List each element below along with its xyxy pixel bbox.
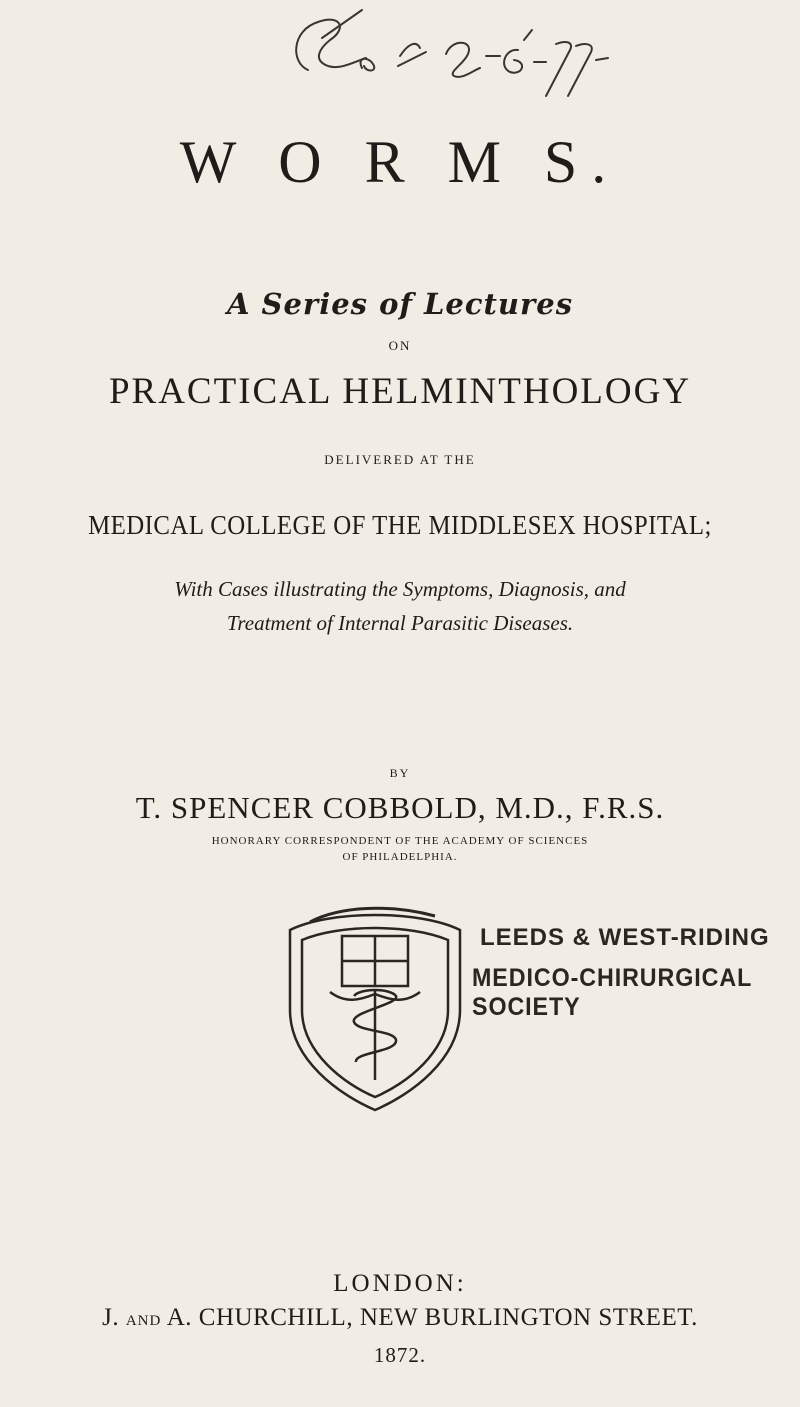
publisher-initial: J. <box>102 1304 120 1331</box>
publisher-and: AND <box>125 1313 162 1329</box>
on-text: ON <box>388 338 412 353</box>
author-name: T. SPENCER COBBOLD, M.D., F.R.S. <box>135 790 665 825</box>
author-credentials <box>0 833 800 865</box>
book-subtitle: A Series of Lectures <box>226 287 574 321</box>
credentials-line-1: HONORARY CORRESPONDENT OF THE ACADEMY OF SCIENCES <box>211 835 589 847</box>
college-name: MEDICAL COLLEGE OF THE MIDDLESEX HOSPITAL; <box>88 510 712 540</box>
caduceus-shield-emblem <box>270 900 480 1115</box>
delivered-at-text: DELIVERED AT THE <box>324 452 476 467</box>
credentials-line-2: OF PHILADELPHIA. <box>342 851 458 863</box>
publication-year: 1872. <box>373 1343 427 1367</box>
stamp-line-1: LEEDS & WEST-RIDING <box>480 924 770 951</box>
cases-line-1: With Cases illustrating the Symptoms, Diagnosis, and <box>174 577 626 601</box>
main-title: PRACTICAL HELMINTHOLOGY <box>108 371 692 412</box>
by-text: BY <box>389 766 411 780</box>
publisher-name: A. CHURCHILL, NEW BURLINGTON STREET. <box>166 1304 698 1331</box>
cases-line-2: Treatment of Internal Parasitic Diseases. <box>226 611 574 635</box>
cases-description <box>0 572 800 640</box>
publisher <box>0 1304 800 1332</box>
publication-place: LONDON: <box>333 1270 467 1297</box>
stamp-line-2: MEDICO-CHIRURGICAL SOCIETY <box>472 964 752 1021</box>
handwritten-annotation <box>270 0 610 100</box>
book-title: W O R M S. <box>179 129 621 195</box>
